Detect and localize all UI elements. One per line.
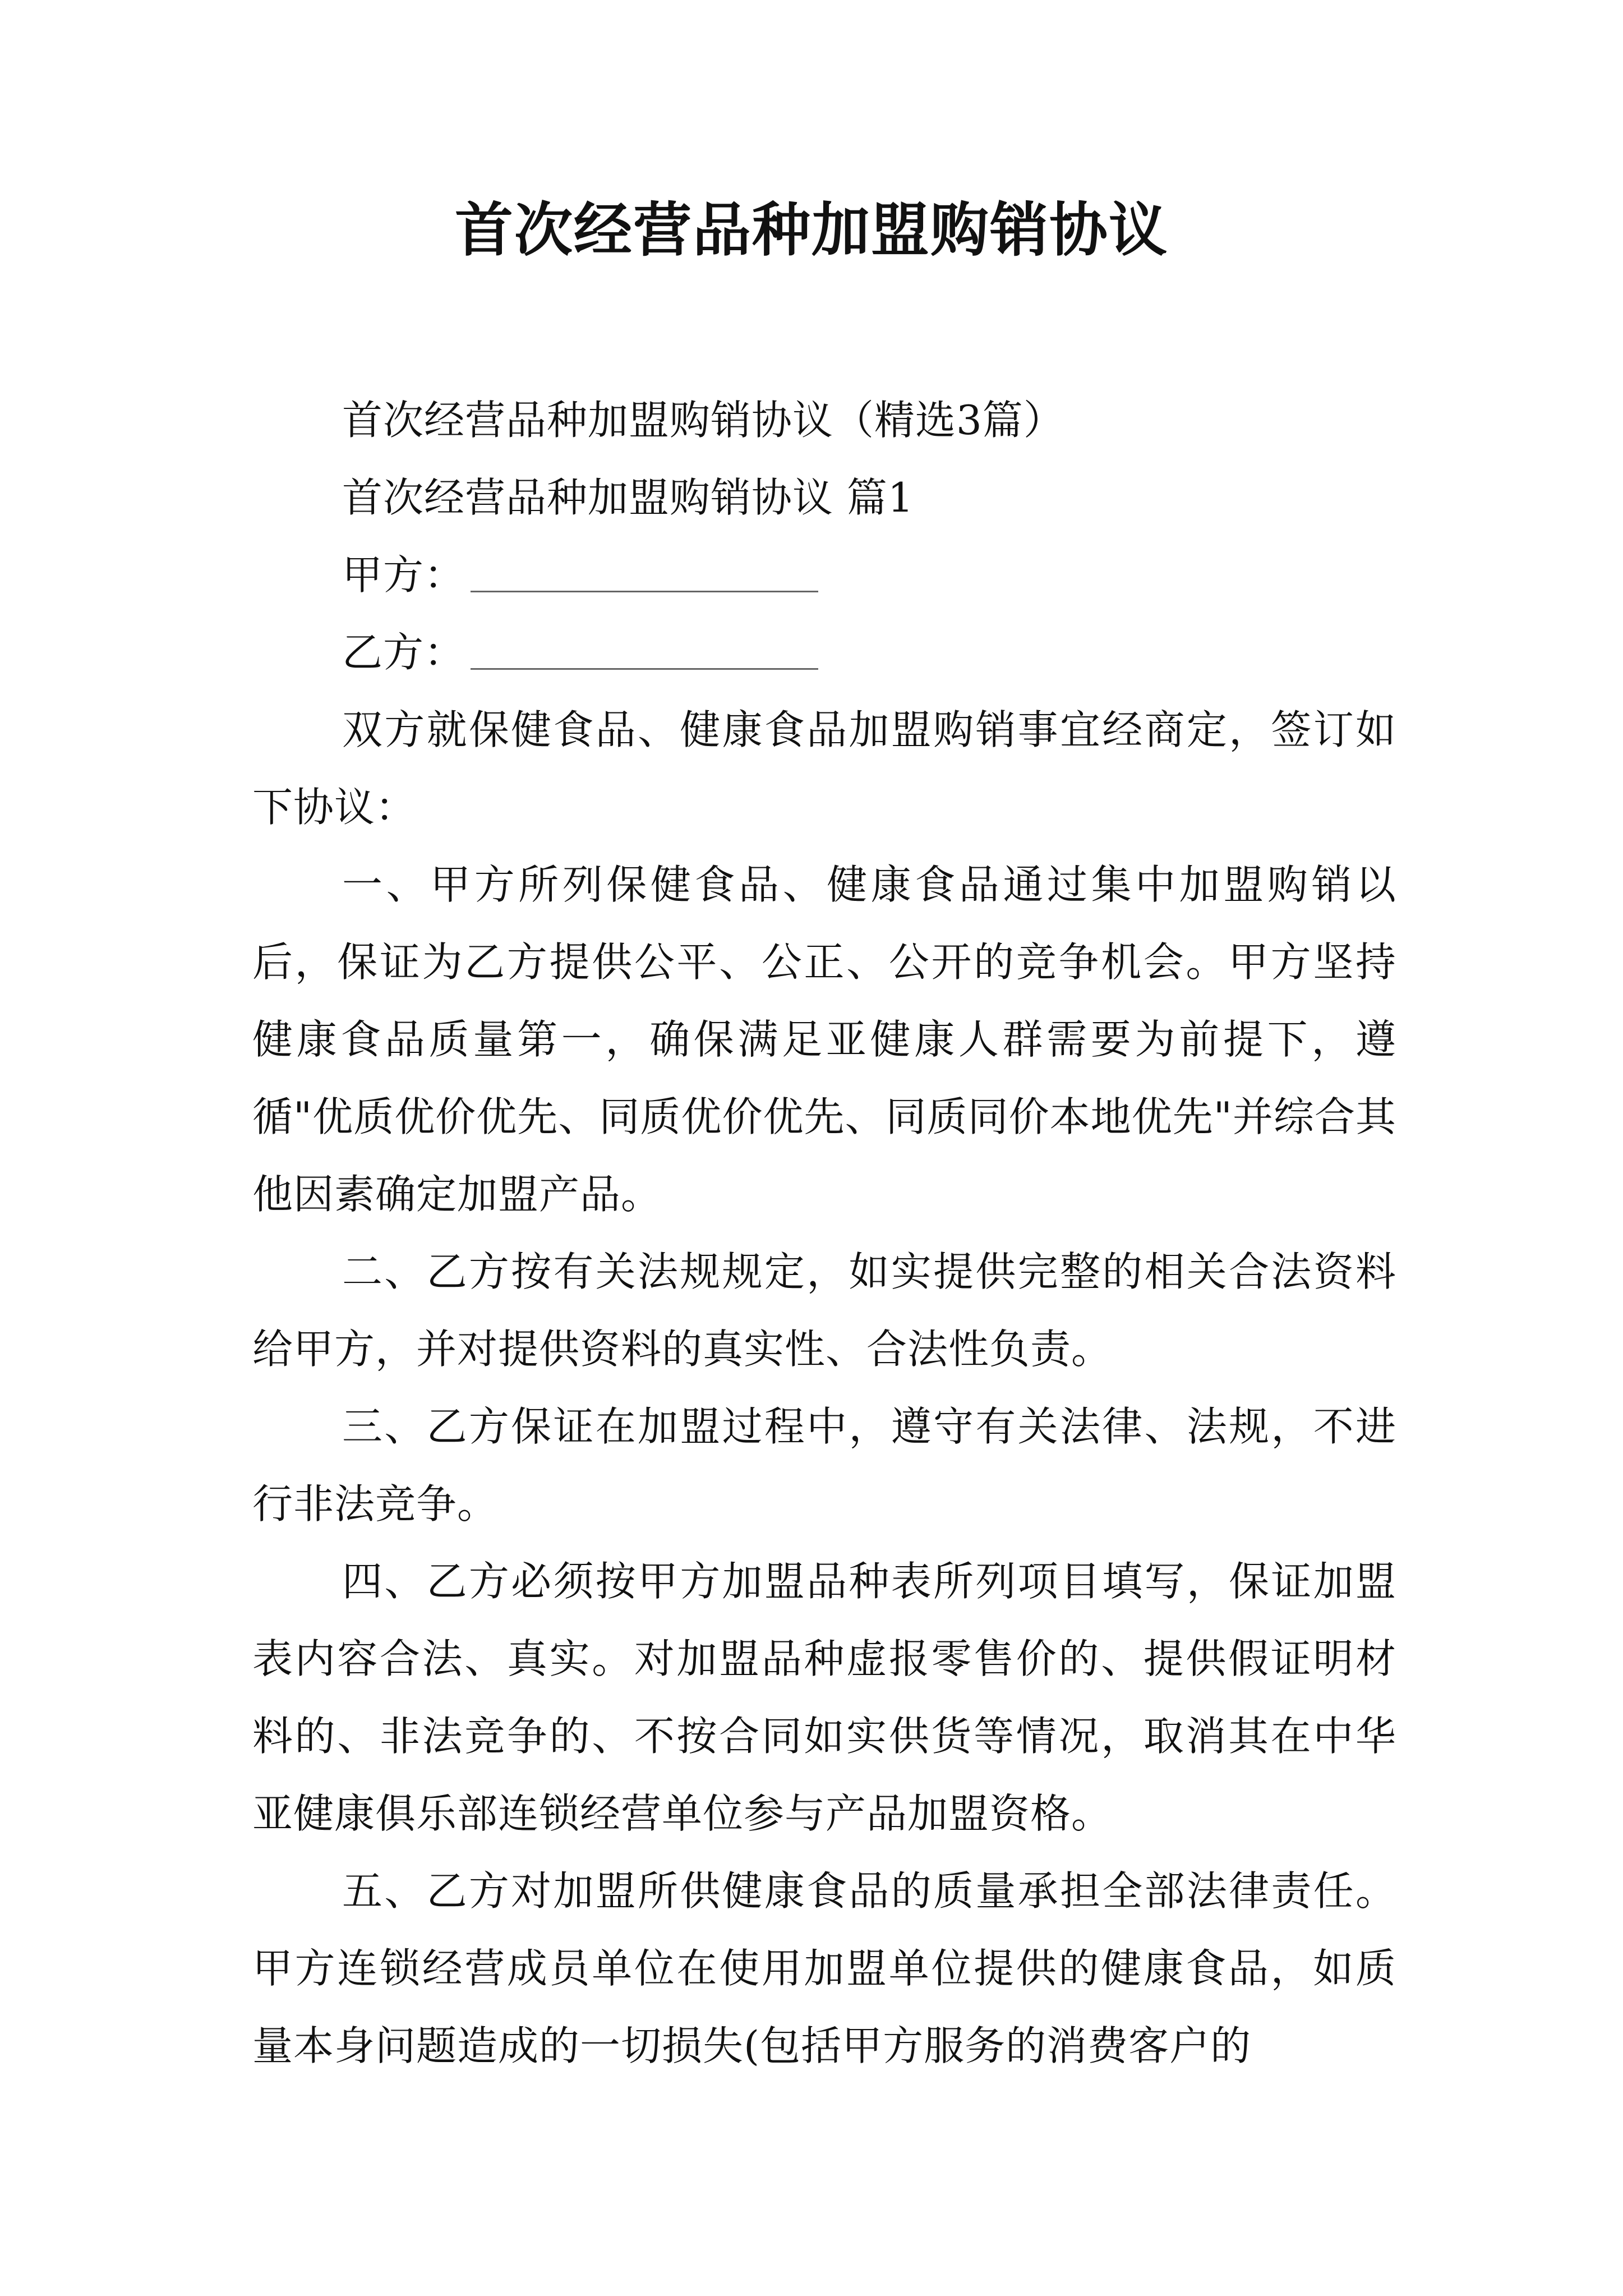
section-heading: 首次经营品种加盟购销协议 篇1 <box>342 474 914 521</box>
document-title: 首次经营品种加盟购销协议 <box>454 196 1168 264</box>
paragraph-clause-3: 三、乙方保证在加盟过程中，遵守有关法律、法规，不进行非法竞争。 <box>252 1403 1396 1527</box>
paragraph-clause-1: 一、甲方所列保健食品、健康食品通过集中加盟购销以后，保证为乙方提供公平、公正、公开的竞争机会。甲方坚持健康食品质量第一，确保满足亚健康人群需要为前提下，遵循"优质优价优先、同质优价优先、同质同价本地优先"并综合其他因素确定加盟产品。 <box>252 861 1396 1218</box>
paragraph-clause-5: 五、乙方对加盟所供健康食品的质量承担全部法律责任。甲方连锁经营成员单位在使用加盟单位提供的健康食品，如质量本身问题造成的一切损失(包括甲方服务的消费客户的 <box>252 1867 1396 2069</box>
party-b-label: 乙方： <box>342 629 465 676</box>
document-body <box>252 381 1396 2085</box>
paragraph-clause-2: 二、乙方按有关法规规定，如实提供完整的相关合法资料给甲方，并对提供资料的真实性、合法性负责。 <box>252 1248 1396 1373</box>
party-b-blank <box>471 634 818 670</box>
document-subtitle: 首次经营品种加盟购销协议（精选3篇） <box>342 397 1064 444</box>
party-b-line <box>252 614 1396 691</box>
paragraph-intro: 双方就保健食品、健康食品加盟购销事宜经商定，签订如下协议： <box>252 706 1396 831</box>
party-a-blank <box>471 557 818 592</box>
party-a-line <box>252 536 1396 614</box>
party-a-label: 甲方： <box>342 551 465 599</box>
paragraph-clause-4: 四、乙方必须按甲方加盟品种表所列项目填写，保证加盟表内容合法、真实。对加盟品种虚报零售价的、提供假证明材料的、非法竞争的、不按合同如实供货等情况，取消其在中华亚健康俱乐部连锁经营单位参与产品加盟资格。 <box>252 1558 1396 1837</box>
